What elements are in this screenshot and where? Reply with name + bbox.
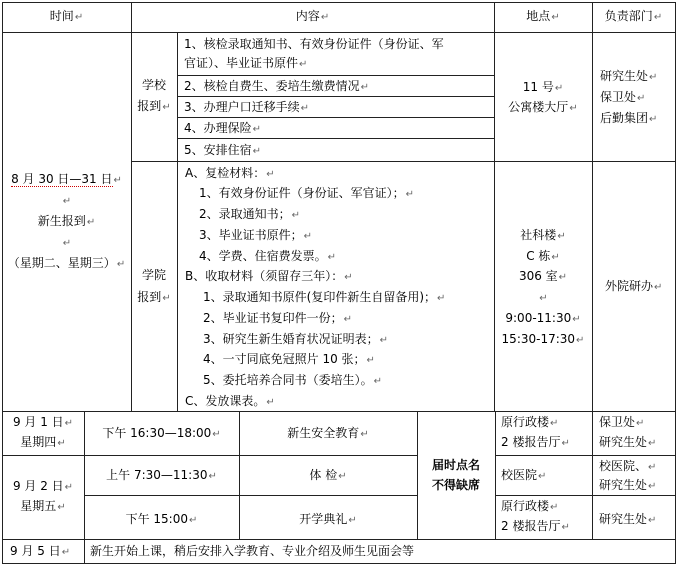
location-department-divider (592, 2, 593, 540)
registration-blank-line: ↵ (62, 238, 72, 249)
college-line: 3、研究生新生婚育状况证明表；↵ (203, 332, 389, 346)
school-item: 3、办理户口迁移手续↵ (184, 100, 310, 114)
sep5-date: 9 月 5 日↵ (10, 544, 71, 558)
school-item: 2、核检自费生、委培生缴费情况↵ (184, 79, 370, 93)
college-location: 9:00-11:30↵ (505, 311, 581, 325)
sep1-department: 研究生处↵ (599, 435, 657, 449)
school-item: 4、办理保险↵ (184, 121, 262, 135)
college-line: 2、录取通知书；↵ (199, 207, 301, 221)
sep2-afternoon-location: 原行政楼↵ (501, 499, 559, 513)
event-note-divider (417, 411, 418, 540)
sep1-location: 2 楼报告厅↵ (501, 435, 570, 449)
sep2-morning-department: 校医院、↵ (599, 459, 657, 473)
school-department: 研究生处↵ (600, 69, 658, 83)
college-line: C、发放课表。↵ (185, 394, 275, 408)
table-border-top (2, 2, 675, 3)
sep2-morning-time: 上午 7:30—11:30↵ (106, 468, 217, 482)
college-line: 3、毕业证书原件；↵ (199, 228, 313, 242)
college-location: 306 室↵ (518, 269, 568, 283)
college-location: 15:30-17:30↵ (501, 332, 585, 346)
college-label: 报到↵ (137, 290, 171, 304)
school-item: 1、核检录取通知书、有效身份证件（身份证、军 (184, 37, 444, 51)
college-location: C 栋↵ (526, 249, 560, 263)
registration-blank-line: ↵ (62, 196, 72, 207)
sep1-event: 新生安全教育↵ (287, 426, 369, 440)
college-label: 学院 (141, 268, 166, 282)
school-item-divider (177, 138, 494, 139)
school-item: 官证）、毕业证书原件↵ (184, 56, 308, 70)
sep5-content: 新生开始上课，稍后安排入学教育、专业介绍及师生见面会等 (90, 544, 415, 558)
school-location: 11 号↵ (522, 80, 564, 94)
sep2-afternoon-department: 研究生处↵ (599, 512, 657, 526)
sep1-bottom-border (495, 455, 675, 456)
sep1-weekday: 星期四↵ (20, 435, 66, 449)
college-department: 外院研办↵ (605, 279, 663, 293)
sep2-morning-location: 校医院↵ (501, 468, 547, 482)
sep2-weekday: 星期五↵ (20, 499, 66, 513)
college-line: B、收取材料（须留存三年）：↵ (185, 269, 353, 283)
sep2-row-divider (495, 495, 675, 496)
sep2-row-divider (84, 495, 417, 496)
header-bottom-border (2, 32, 675, 33)
sep2-afternoon-event: 开学典礼↵ (299, 512, 357, 526)
college-location: 社科楼↵ (520, 228, 566, 242)
school-item: 5、安排住宿↵ (184, 143, 262, 157)
sep1-date: 9 月 1 日↵ (12, 415, 74, 429)
school-label: 学校 (141, 78, 166, 92)
label-column-divider (177, 161, 178, 411)
attendance-note: 不得缺席 (431, 478, 480, 492)
note-location-divider (495, 411, 496, 540)
school-location: 公寓楼大厅↵ (508, 100, 578, 114)
college-line: 2、毕业证书复印件一份；↵ (203, 311, 353, 325)
school-label: 报到↵ (137, 99, 171, 113)
registration-weekday: （星期二、星期三）↵ (7, 256, 126, 270)
sep1-location: 原行政楼↵ (501, 415, 559, 429)
sep2-morning-event: 体 检↵ (309, 468, 347, 482)
content-location-divider (494, 2, 495, 412)
sep2-afternoon-location: 2 楼报告厅↵ (501, 519, 570, 533)
header-content: 内容↵ (295, 9, 330, 23)
college-line: A、复检材料：↵ (185, 166, 275, 180)
school-item-divider (177, 117, 494, 118)
table-border-bottom (2, 563, 675, 564)
college-line: 5、委托培养合同书（委培生）。↵ (203, 373, 383, 387)
table-border-right (675, 2, 676, 564)
school-department: 保卫处↵ (600, 90, 646, 104)
header-time: 时间↵ (49, 9, 84, 23)
sep1-department: 保卫处↵ (599, 415, 645, 429)
sep1-time: 下午 16:30—18:00↵ (102, 426, 221, 440)
header-location: 地点↵ (526, 9, 560, 23)
sep2-bottom-border (2, 539, 675, 540)
header-department: 负责部门↵ (604, 9, 663, 23)
college-line: 4、一寸同底免冠照片 10 张；↵ (203, 352, 375, 366)
college-line: 1、录取通知书原件(复印件新生自留备用)；↵ (203, 290, 446, 304)
college-line: 1、有效身份证件（身份证、军官证）；↵ (199, 186, 415, 200)
registration-title: 新生报到↵ (37, 214, 96, 228)
registration-date: 8 月 30 日—31 日↵ (11, 172, 122, 186)
label-column-divider (177, 32, 178, 161)
sep2-afternoon-time: 下午 15:00↵ (125, 512, 198, 526)
school-item-divider (177, 96, 494, 97)
attendance-note: 届时点名 (431, 458, 480, 472)
college-location-blank: ↵ (539, 293, 548, 304)
school-item-divider (177, 75, 494, 76)
registration-bottom-border (2, 411, 675, 412)
college-line: 4、学费、住宿费发票。↵ (199, 249, 337, 263)
time-column-divider (131, 2, 132, 412)
school-department: 后勤集团↵ (600, 111, 658, 125)
school-college-divider (131, 161, 675, 162)
sep1-bottom-border (2, 455, 417, 456)
sep2-morning-department: 研究生处↵ (599, 478, 657, 492)
sep2-date: 9 月 2 日↵ (12, 479, 74, 493)
